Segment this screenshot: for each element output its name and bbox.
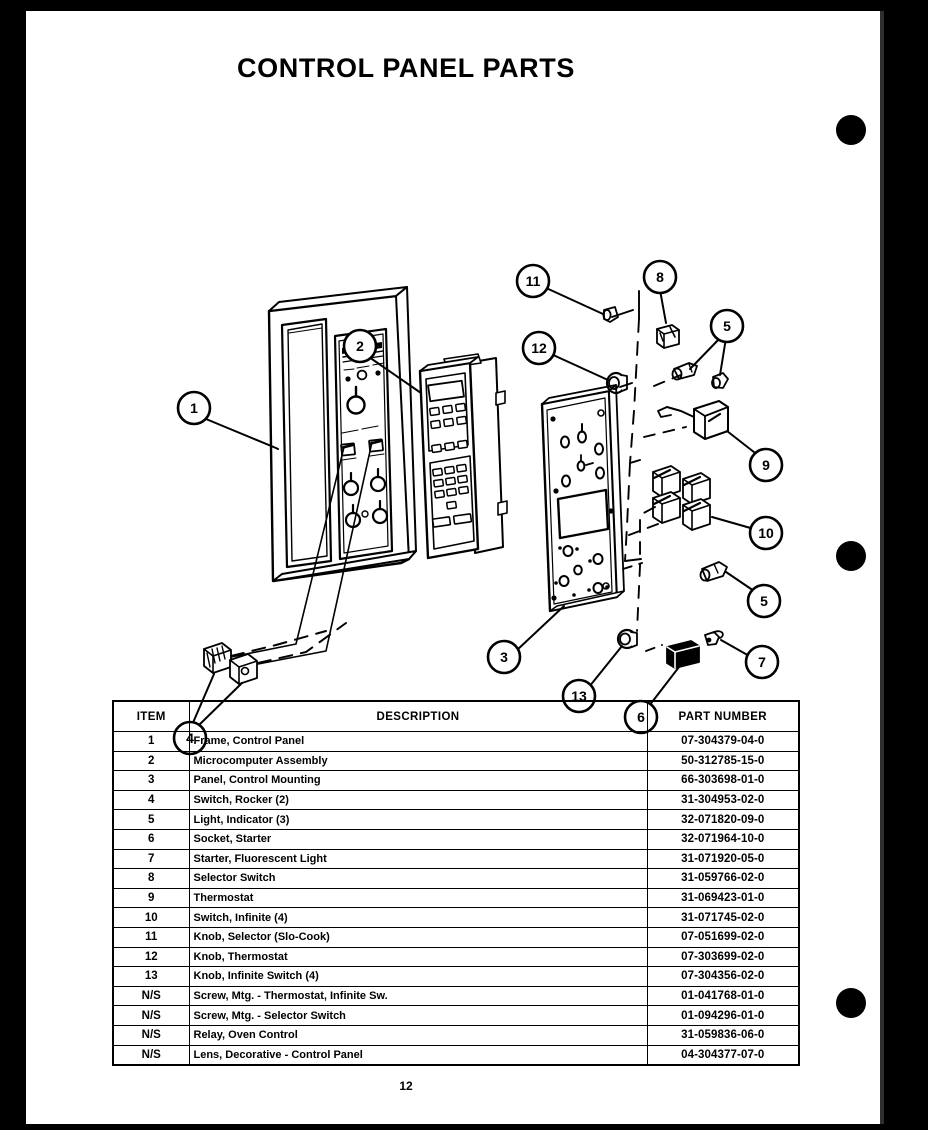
part-starter-socket: [667, 641, 699, 668]
table-row: [113, 829, 799, 849]
cell-part-number: 50-312785-15-0: [647, 751, 799, 771]
table-row: [113, 790, 799, 810]
callout-label: 4: [186, 730, 194, 746]
callout-label: 9: [762, 457, 770, 473]
table-row: [113, 888, 799, 908]
cell-part-number: 31-071920-05-0: [647, 849, 799, 869]
cell-item: N/S: [113, 1006, 189, 1026]
callout-label: 5: [723, 318, 731, 334]
cell-description: Socket, Starter: [189, 829, 647, 849]
callout-11: [517, 265, 549, 297]
table-header-row: [113, 701, 799, 732]
scan-edge-fade: [880, 11, 884, 1124]
table-row: [113, 1025, 799, 1045]
column-header-item: ITEM: [113, 701, 189, 732]
cell-part-number: 07-051699-02-0: [647, 927, 799, 947]
table-row: [113, 908, 799, 928]
cell-item: 4: [113, 790, 189, 810]
cell-item: 5: [113, 810, 189, 830]
cell-description: Frame, Control Panel: [189, 732, 647, 752]
callout-1: [178, 392, 210, 424]
cell-description: Knob, Selector (Slo-Cook): [189, 927, 647, 947]
callout-2: [344, 330, 376, 362]
parts-table: [112, 700, 800, 1066]
cell-description: Lens, Decorative - Control Panel: [189, 1045, 647, 1065]
callout-5: [748, 585, 780, 617]
callout-7: [746, 646, 778, 678]
callout-label: 8: [656, 269, 664, 285]
cell-item: N/S: [113, 986, 189, 1006]
part-microcomputer-assembly: [420, 354, 507, 558]
cell-description: Screw, Mtg. - Selector Switch: [189, 1006, 647, 1026]
cell-description: Thermostat: [189, 888, 647, 908]
table-row: [113, 1006, 799, 1026]
callout-10: [750, 517, 782, 549]
part-fluorescent-starter: [705, 631, 723, 645]
callout-3: [488, 641, 520, 673]
part-selector-switch: [657, 325, 679, 348]
callout-label: 12: [531, 340, 547, 356]
column-header-part-number: PART NUMBER: [647, 701, 799, 732]
hole-punch-mark-bottom: [836, 988, 866, 1018]
cell-part-number: 31-069423-01-0: [647, 888, 799, 908]
table-row: [113, 771, 799, 791]
part-control-mounting-panel: [542, 385, 624, 611]
cell-description: Panel, Control Mounting: [189, 771, 647, 791]
cell-item: 3: [113, 771, 189, 791]
cell-description: Relay, Oven Control: [189, 1025, 647, 1045]
cell-item: 11: [113, 927, 189, 947]
callout-label: 13: [571, 688, 587, 704]
callout-label: 2: [356, 338, 364, 354]
table-row: [113, 732, 799, 752]
column-header-description: DESCRIPTION: [189, 701, 647, 732]
part-infinite-switches: [653, 466, 710, 530]
part-thermostat: [658, 401, 728, 439]
cell-description: Switch, Infinite (4): [189, 908, 647, 928]
cell-part-number: 07-303699-02-0: [647, 947, 799, 967]
cell-part-number: 31-071745-02-0: [647, 908, 799, 928]
parts-table-body: [113, 732, 799, 1065]
cell-item: 12: [113, 947, 189, 967]
cell-description: Selector Switch: [189, 869, 647, 889]
table-row: [113, 947, 799, 967]
cell-item: 2: [113, 751, 189, 771]
callout-8: [644, 261, 676, 293]
table-row: [113, 849, 799, 869]
cell-part-number: 31-059766-02-0: [647, 869, 799, 889]
table-row: [113, 986, 799, 1006]
cell-part-number: 01-094296-01-0: [647, 1006, 799, 1026]
cell-description: Starter, Fluorescent Light: [189, 849, 647, 869]
cell-part-number: 66-303698-01-0: [647, 771, 799, 791]
table-row: [113, 967, 799, 987]
callout-label: 11: [525, 273, 541, 289]
cell-part-number: 32-071820-09-0: [647, 810, 799, 830]
cell-part-number: 32-071964-10-0: [647, 829, 799, 849]
callout-5: [711, 310, 743, 342]
cell-part-number: 07-304379-04-0: [647, 732, 799, 752]
cell-part-number: 04-304377-07-0: [647, 1045, 799, 1065]
cell-item: N/S: [113, 1045, 189, 1065]
callout-label: 7: [758, 654, 766, 670]
callout-label: 3: [500, 649, 508, 665]
cell-description: Knob, Infinite Switch (4): [189, 967, 647, 987]
cell-item: 13: [113, 967, 189, 987]
table-row: [113, 869, 799, 889]
table-row: [113, 810, 799, 830]
cell-description: Microcomputer Assembly: [189, 751, 647, 771]
scanned-page: [26, 11, 906, 1124]
callout-label: 1: [190, 400, 198, 416]
cell-item: 1: [113, 732, 189, 752]
table-row: [113, 927, 799, 947]
part-selector-knob: [603, 307, 618, 322]
cell-item: 9: [113, 888, 189, 908]
part-infinite-switch-knob: [618, 630, 637, 648]
table-row: [113, 1045, 799, 1065]
callout-12: [523, 332, 555, 364]
callout-9: [750, 449, 782, 481]
cell-part-number: 31-304953-02-0: [647, 790, 799, 810]
cell-part-number: 31-059836-06-0: [647, 1025, 799, 1045]
cell-item: 10: [113, 908, 189, 928]
scan-dark-edge-right: [884, 11, 906, 1124]
callout-label: 5: [760, 593, 768, 609]
page-number: 12: [399, 1079, 413, 1093]
part-control-panel-frame: [269, 287, 416, 581]
page-title: CONTROL PANEL PARTS: [237, 53, 575, 83]
callout-label: 6: [637, 709, 645, 725]
cell-item: 8: [113, 869, 189, 889]
cell-part-number: 07-304356-02-0: [647, 967, 799, 987]
cell-description: Light, Indicator (3): [189, 810, 647, 830]
cell-description: Screw, Mtg. - Thermostat, Infinite Sw.: [189, 986, 647, 1006]
cell-part-number: 01-041768-01-0: [647, 986, 799, 1006]
parts-table-container: [112, 700, 798, 1066]
callout-label: 10: [758, 525, 774, 541]
cell-description: Knob, Thermostat: [189, 947, 647, 967]
cell-description: Switch, Rocker (2): [189, 790, 647, 810]
table-row: [113, 751, 799, 771]
cell-item: N/S: [113, 1025, 189, 1045]
cell-item: 7: [113, 849, 189, 869]
cell-item: 6: [113, 829, 189, 849]
